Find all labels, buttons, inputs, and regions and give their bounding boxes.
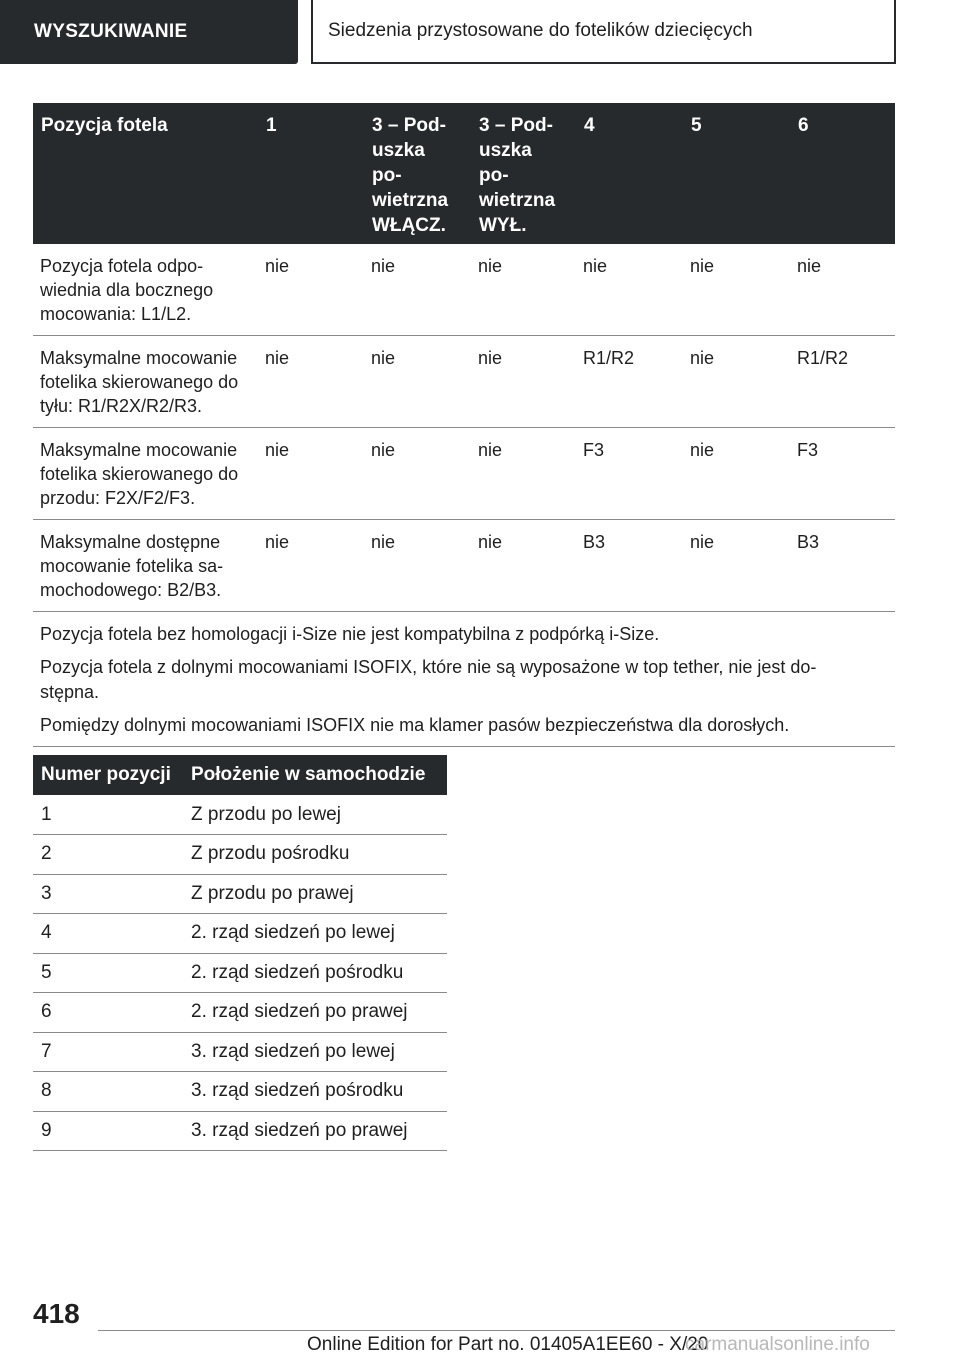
cell-text: Pozycja fotela odpo- wiednia dla bocznego mocowania: L1/L2. (40, 256, 214, 324)
table-cell (33, 336, 258, 428)
seat-compatibility-table (33, 103, 895, 747)
note-line: Pozycja fotela z dolnymi mocowaniami ISOFIX, które nie są wyposażone w top tether, nie jest do- stępna. (40, 657, 817, 702)
table-row (33, 336, 895, 428)
table-row (33, 428, 895, 520)
table-cell: B3 (576, 520, 683, 612)
cell-text: Maksymalne dostępne mocowanie fotelika sa- mochodowego: B2/B3. (40, 532, 224, 600)
table-cell: 9 (33, 1111, 183, 1151)
position-number-table (33, 755, 447, 1151)
table-cell: 7 (33, 1032, 183, 1072)
table-cell: nie (258, 520, 364, 612)
table-cell: nie (683, 520, 790, 612)
section-title-tab (311, 0, 896, 64)
note-text: Pomiędzy dolnymi mocowaniami ISOFIX nie ma klamer pasów bezpieczeństwa dla dorosłych. (40, 715, 790, 735)
table-cell: 3. rząd siedzeń pośrodku (183, 1072, 447, 1112)
note-text: Pozycja fotela bez homologacji i-Size nie jest kompatybilna z podpórką i-Size. (40, 624, 660, 644)
table-cell: nie (471, 428, 576, 520)
search-tab[interactable] (0, 0, 298, 64)
header-cell-line: 3 – Pod- uszka po- wietrzna WŁĄCZ. (372, 115, 449, 236)
table-cell: nie (576, 244, 683, 336)
table-cell: F3 (576, 428, 683, 520)
table-cell: nie (258, 244, 364, 336)
header-cell: Numer pozycji (33, 755, 183, 795)
table-row (33, 795, 447, 835)
table-cell (33, 428, 258, 520)
table-row (33, 1111, 447, 1151)
table-cell: nie (471, 244, 576, 336)
table-cell: 8 (33, 1072, 183, 1112)
table-cell: F3 (790, 428, 895, 520)
cell-text: Maksymalne mocowanie fotelika skierowanego do przodu: F2X/F2/F3. (40, 440, 239, 508)
table-row (33, 1072, 447, 1112)
table-cell: 2 (33, 835, 183, 875)
header-cell: 1 (258, 103, 364, 244)
table-cell: 4 (33, 914, 183, 954)
table-cell: 2. rząd siedzeń po lewej (183, 914, 447, 954)
table-cell: nie (471, 336, 576, 428)
header-cell (364, 103, 471, 244)
table-cell: B3 (790, 520, 895, 612)
table-cell: nie (471, 520, 576, 612)
page-number: 418 (33, 1298, 80, 1329)
table-row (33, 874, 447, 914)
table-cell: Z przodu pośrodku (183, 835, 447, 875)
table-cell: nie (364, 336, 471, 428)
table-row (33, 993, 447, 1033)
table-cell: nie (790, 244, 895, 336)
search-tab-label: WYSZUKIWANIE (34, 21, 188, 42)
table-cell: nie (258, 428, 364, 520)
table-cell: nie (683, 244, 790, 336)
table-cell: 5 (33, 953, 183, 993)
notes-cell (33, 612, 895, 747)
table-header-row (33, 103, 895, 244)
table-cell: 2. rząd siedzeń pośrodku (183, 953, 447, 993)
header-cell: 4 (576, 103, 683, 244)
header-cell-line: 3 – Pod- uszka po- wietrzna WYŁ. (479, 115, 556, 236)
table-cell (33, 244, 258, 336)
table-cell: nie (364, 428, 471, 520)
table-cell: nie (683, 428, 790, 520)
table-cell: 6 (33, 993, 183, 1033)
watermark-text: carmanualsonline.info (685, 1334, 870, 1355)
header-cell: 5 (683, 103, 790, 244)
header-cell: Pozycja fotela (33, 103, 258, 244)
table-cell: Z przodu po lewej (183, 795, 447, 835)
table-cell: nie (683, 336, 790, 428)
table-notes-row (33, 612, 895, 747)
table-cell (33, 520, 258, 612)
table-row (33, 953, 447, 993)
table-row (33, 835, 447, 875)
table-header-row (33, 755, 447, 795)
table-row (33, 520, 895, 612)
table-row (33, 1032, 447, 1072)
table-row (33, 244, 895, 336)
cell-text: Maksymalne mocowanie fotelika skierowanego do tyłu: R1/R2X/R2/R3. (40, 348, 239, 416)
table-cell: Z przodu po prawej (183, 874, 447, 914)
table-cell: 2. rząd siedzeń po prawej (183, 993, 447, 1033)
section-title: Siedzenia przystosowane do fotelików dziecięcych (328, 20, 753, 41)
top-header (0, 0, 960, 66)
edition-text: Online Edition for Part no. 01405A1EE60 - X/20 (307, 1334, 709, 1355)
table-cell: 3 (33, 874, 183, 914)
header-cell (471, 103, 576, 244)
header-cell: 6 (790, 103, 895, 244)
table-cell: nie (364, 520, 471, 612)
table-cell: 3. rząd siedzeń po lewej (183, 1032, 447, 1072)
table-cell: 1 (33, 795, 183, 835)
table-cell: nie (258, 336, 364, 428)
table-cell: R1/R2 (790, 336, 895, 428)
table-cell: R1/R2 (576, 336, 683, 428)
table-cell: nie (364, 244, 471, 336)
header-cell: Położenie w samochodzie (183, 755, 447, 795)
note-text (40, 655, 887, 705)
footer-divider (98, 1330, 895, 1331)
table-cell: 3. rząd siedzeń po prawej (183, 1111, 447, 1151)
table-row (33, 914, 447, 954)
